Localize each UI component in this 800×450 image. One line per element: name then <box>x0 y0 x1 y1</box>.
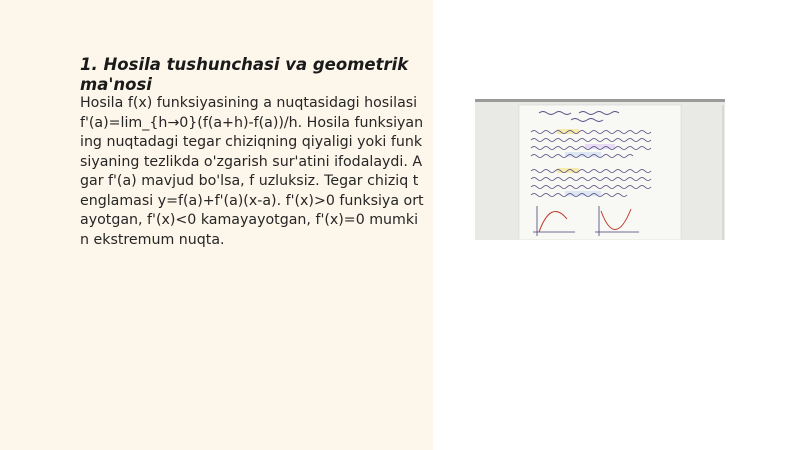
handwritten-notes-image <box>475 99 725 240</box>
slide-title: 1. Hosila tushunchasi va geometrik ma'nosi <box>80 55 409 94</box>
handwritten-notes-drawing <box>475 99 725 240</box>
slide-body-text: Hosila f(x) funksiyasining a nuqtasidagi hosilasi f'(a)=lim_{h→0}(f(a+h)-f(a))/h. Hosila funksiyaning nuqtadagi tegar chiziqning qiyaligi yoki funksiyaning tezlikda o'zgarish sur'atini ifodalaydi. Agar f'(a) mavjud bo'lsa, f uzluksiz. Tegar chiziq tenglamasi y=f(a)+f'(a)(x-a). f'(x)>0 funksiya ortayotgan, f'(x)<0 kamayayotgan, f'(x)=0 mumkin ekstremum nuqta. <box>80 95 424 248</box>
photo-top-edge <box>475 99 725 102</box>
